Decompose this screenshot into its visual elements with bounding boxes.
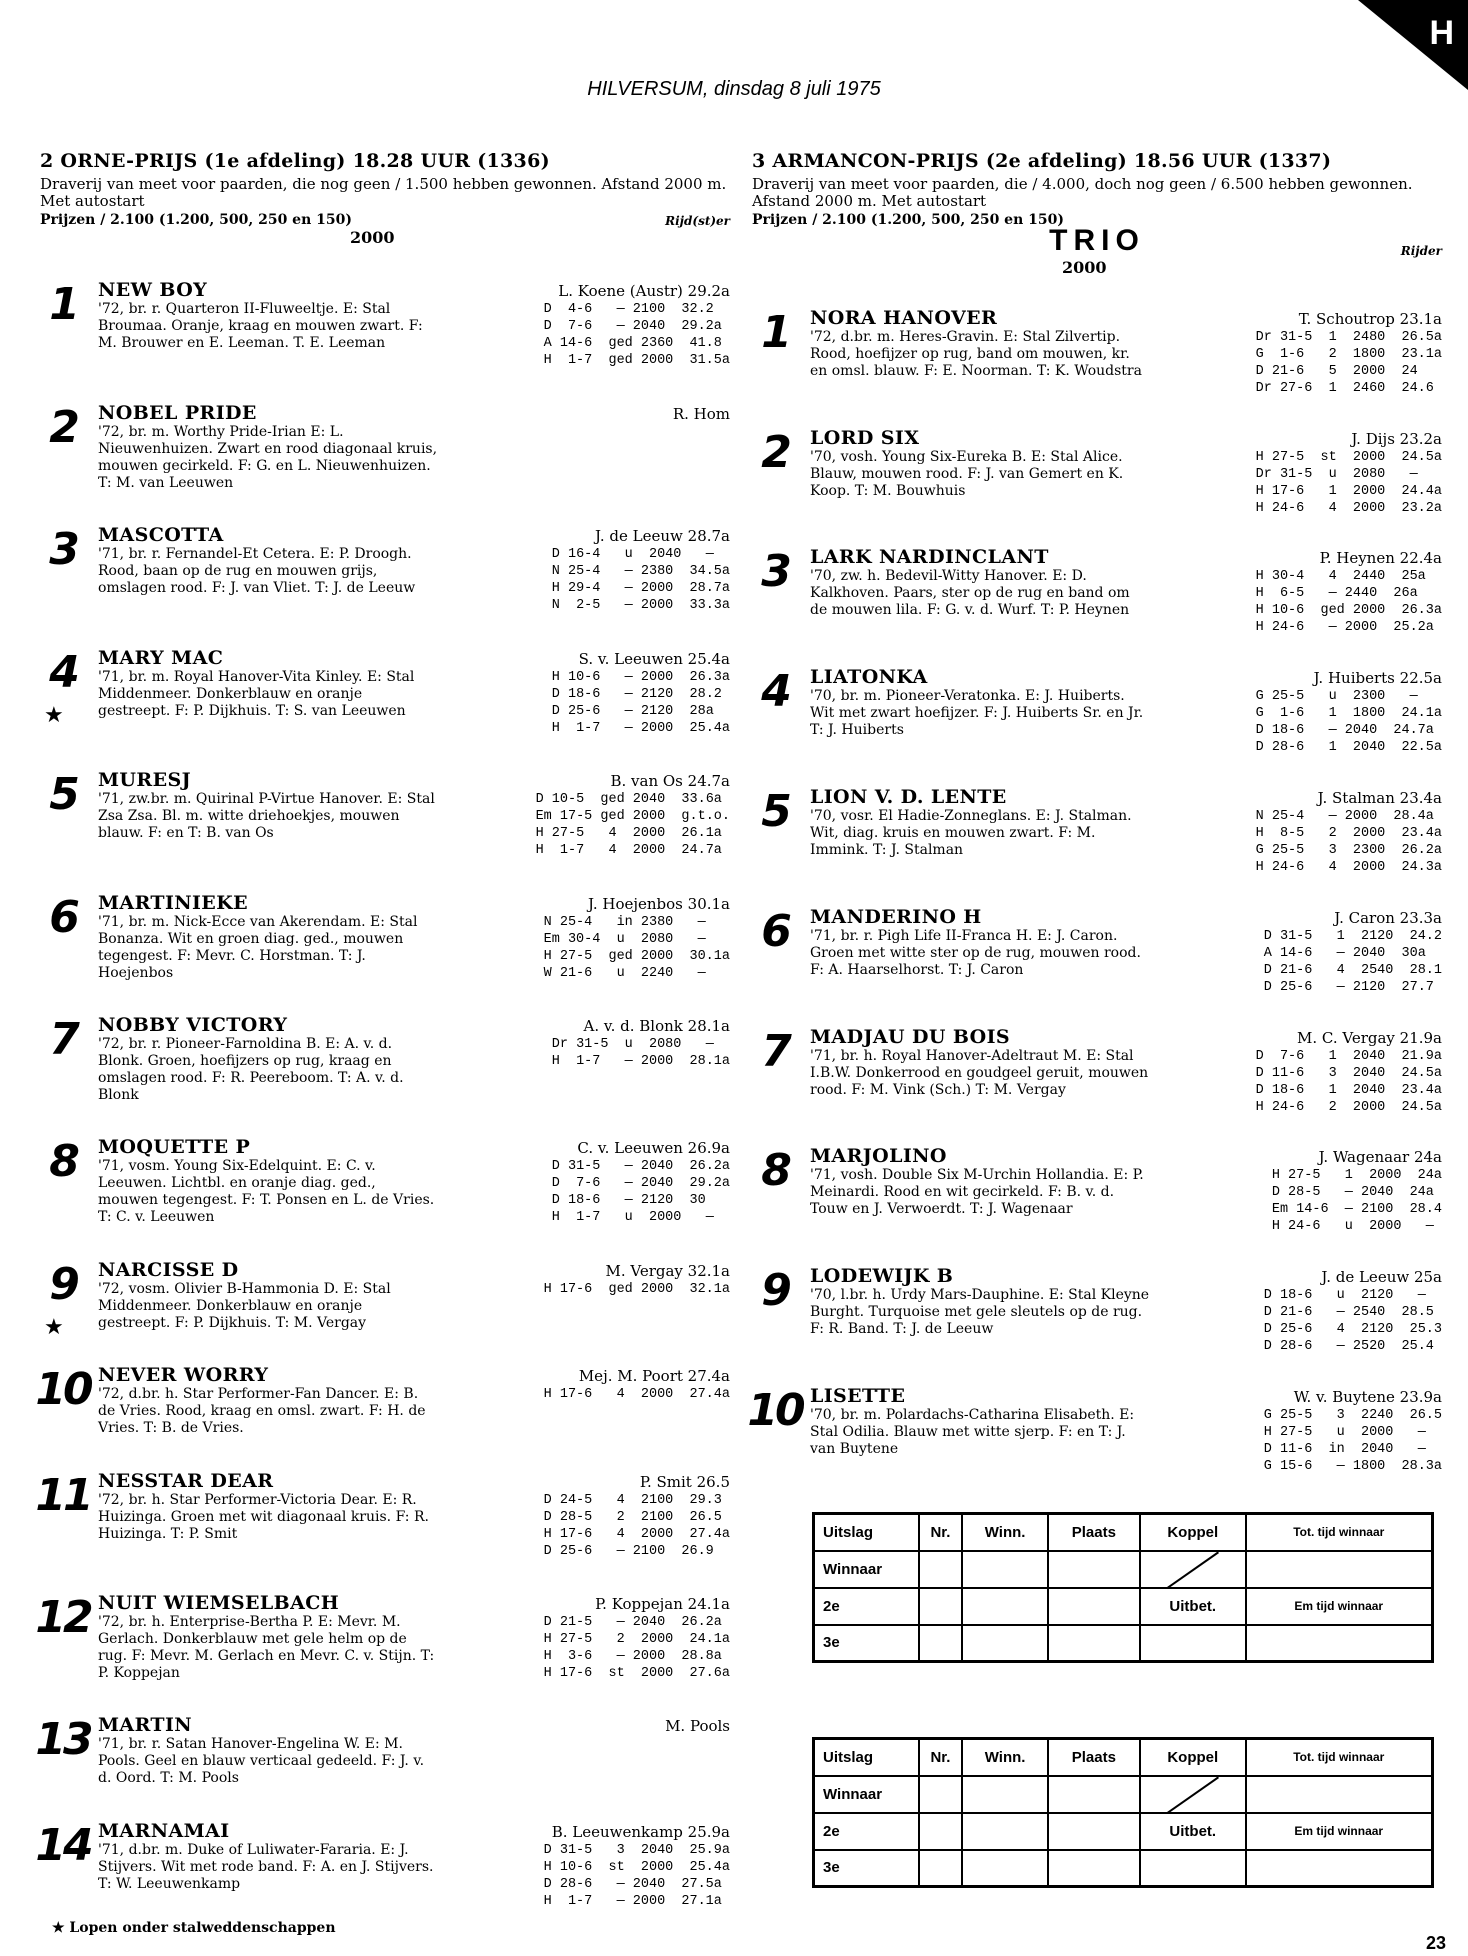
header-uitslag: Uitslag [814, 1739, 919, 1776]
horse-description: '70, br. m. Polardachs-Catharina Elisabeth. E: Stal Odilia. Blauw met witte sjerp. F: en T: J. van Buytene [810, 1406, 1135, 1457]
entry-body [98, 1614, 730, 1682]
entry-body [810, 1048, 1442, 1116]
header-uitslag: Uitslag [814, 1514, 919, 1551]
start-number: 7 [761, 1025, 789, 1077]
entry-head [98, 647, 730, 669]
entry-head [98, 892, 730, 914]
horse-entry [752, 906, 1442, 996]
rider-name: S. v. Leeuwen 25.4a [578, 649, 730, 668]
horse-description: '71, zw.br. m. Quirinal P-Virtue Hanover. E: Stal Zsa Zsa. Bl. m. witte driehoekjes, mouwen blauw. F: en T: B. van Os [98, 791, 435, 842]
start-number: 14 [35, 1819, 91, 1871]
start-number: 1 [49, 279, 77, 331]
performance-lines: D 7-6 1 2040 21.9a D 11-6 3 2040 24.5a D 18-6 1 2040 23.4a H 24-6 2 2000 24.5a [1255, 1048, 1442, 1115]
horse-name: NEW BOY [98, 279, 208, 302]
uitbet-label: Uitbet. [1140, 1588, 1246, 1625]
horse-name: MARJOLINO [810, 1145, 947, 1168]
performance-lines: D 31-5 1 2120 24.2 A 14-6 — 2040 30a D 21-6 4 2540 28.1 D 25-6 — 2120 27.7 [1263, 928, 1442, 995]
performance-lines: D 24-5 4 2100 29.3 D 28-5 2 2100 26.5 H 17-6 4 2000 27.4a D 25-6 — 2100 26.9 [543, 1492, 730, 1559]
footnote: ★ Lopen onder stalweddenschappen [52, 1920, 336, 1936]
rider-name: W. v. Buytene 23.9a [1293, 1387, 1442, 1406]
horse-entry [40, 1136, 730, 1226]
rider-name: J. de Leeuw 25a [1321, 1268, 1442, 1287]
row-label-winnaar: Winnaar [814, 1551, 919, 1588]
start-number: 9 [49, 1258, 77, 1310]
horse-entry [752, 307, 1442, 397]
header-plaats: Plaats [1048, 1514, 1140, 1551]
rider-name: J. Hoejenbos 30.1a [587, 894, 730, 913]
entry-body [98, 1492, 730, 1560]
entry-body [98, 669, 730, 737]
entry-body [98, 1281, 730, 1332]
start-number: 3 [761, 546, 789, 598]
horse-entry [35, 1469, 730, 1560]
horse-entry [752, 1265, 1442, 1355]
performance-lines: D 4-6 — 2100 32.2 D 7-6 — 2040 29.2a A 14-6 ged 2360 41.8 H 1-7 ged 2000 31.5a [543, 302, 730, 369]
horse-entry [752, 1145, 1442, 1235]
header-tot-tijd: Tot. tijd winnaar [1246, 1739, 1433, 1776]
entry-body [810, 808, 1442, 876]
row-label-2e: 2e [814, 1588, 919, 1625]
cell [919, 1776, 963, 1813]
entry-body [98, 1386, 730, 1437]
horse-entry [35, 1714, 730, 1787]
koppel-slash-cell [1140, 1776, 1246, 1813]
horse-description: '71, br. h. Royal Hanover-Adeltraut M. E: Stal I.B.W. Donkerrood en goudgeel geruit, mouwen rood. F: M. Vink (Sch.) T: M. Vergay [810, 1047, 1149, 1098]
race-title: 3 ARMANCON-PRIJS (2e afdeling) 18.56 UUR (1337) [752, 150, 1332, 172]
horse-description: '72, d.br. h. Star Performer-Fan Dancer. E: B. de Vries. Rood, kraag en omsl. zwart. F: H. de Vries. T: B. de Vries. [98, 1386, 426, 1437]
horse-entry [752, 1026, 1442, 1116]
entry-head [810, 1265, 1442, 1287]
entry-body [98, 1036, 730, 1104]
entry-body [810, 1287, 1442, 1355]
cell [919, 1813, 963, 1850]
race-prizes: Prijzen / 2.100 (1.200, 500, 250 en 150) [40, 212, 352, 228]
rider-name: M. C. Vergay 21.9a [1296, 1028, 1442, 1047]
horse-name: LORD SIX [810, 426, 920, 449]
entry-head [98, 1592, 730, 1614]
rider-name: J. Caron 23.3a [1334, 908, 1442, 927]
horse-entry [40, 524, 730, 614]
performance-lines: H 30-4 4 2440 25a H 6-5 — 2440 26a H 10-6 ged 2000 26.3a H 24-6 — 2000 25.2a [1255, 569, 1442, 636]
entry-head [98, 1470, 730, 1492]
horse-name: LIATONKA [810, 666, 928, 689]
header-tot-tijd: Tot. tijd winnaar [1246, 1514, 1433, 1551]
start-number: 8 [761, 1145, 789, 1197]
rider-name: B. van Os 24.7a [610, 772, 730, 791]
horse-name: NUIT WIEMSELBACH [98, 1592, 340, 1615]
horse-name: MADJAU DU BOIS [810, 1025, 1010, 1048]
horse-entry [35, 1364, 730, 1437]
rider-column-header: Rijd(st)er [665, 214, 730, 228]
horse-entry [40, 892, 730, 982]
entry-head [98, 1136, 730, 1158]
horse-entry [35, 1592, 730, 1682]
header-koppel: Koppel [1140, 1514, 1246, 1551]
rider-name: P. Heynen 22.4a [1319, 549, 1442, 568]
header-koppel: Koppel [1140, 1739, 1246, 1776]
performance-lines: G 25-5 3 2240 26.5 H 27-5 u 2000 — D 11-6 in 2040 — G 15-6 — 1800 28.3a [1263, 1407, 1442, 1474]
performance-lines: D 16-4 u 2040 — N 25-4 — 2380 34.5a H 29-4 — 2000 28.7a N 2-5 — 2000 33.3a [551, 547, 730, 614]
entry-list [747, 306, 1442, 1475]
horse-entry [40, 769, 730, 859]
horse-entry [40, 1258, 730, 1340]
koppel-slash-cell [1140, 1551, 1246, 1588]
rider-name: J. Dijs 23.2a [1351, 429, 1442, 448]
entry-head [810, 1385, 1442, 1407]
performance-lines: D 31-5 3 2040 25.9a H 10-6 st 2000 25.4a D 28-6 — 2040 27.5a H 1-7 — 2000 27.1a [543, 1842, 730, 1909]
cell [962, 1625, 1047, 1662]
row-label-2e: 2e [814, 1813, 919, 1850]
horse-description: '71, vosh. Double Six M-Urchin Hollandia. E: P. Meinardi. Rood en wit gecirkeld. F: B. v. d. Touw en J. Verwoerdt. T: J. Wagenaar [810, 1167, 1144, 1218]
performance-lines: N 25-4 — 2000 28.4a H 8-5 2 2000 23.4a G 25-5 3 2300 26.2a H 24-6 4 2000 24.3a [1255, 808, 1442, 875]
horse-name: LISETTE [810, 1384, 906, 1407]
cell [919, 1551, 963, 1588]
horse-description: '72, br. h. Star Performer-Victoria Dear. E: R. Huizinga. Groen met wit diagonaal kruis. F: R. Huizinga. T: P. Smit [98, 1491, 429, 1542]
performance-lines: H 10-6 — 2000 26.3a D 18-6 — 2120 28.2 D 25-6 — 2120 28a H 1-7 — 2000 25.4a [551, 669, 730, 736]
horse-name: MARY MAC [98, 646, 224, 669]
horse-entry [752, 546, 1442, 636]
start-number: 4 [761, 666, 789, 718]
horse-description: '71, br. r. Satan Hanover-Engelina W. E: M. Pools. Geel en blauw verticaal gedeeld. F: J. v. d. Oord. T: M. Pools [98, 1736, 425, 1787]
entry-head [98, 1014, 730, 1036]
cell [1246, 1776, 1433, 1813]
entry-body [810, 928, 1442, 996]
rider-name: M. Pools [665, 1717, 730, 1736]
page-number: 23 [1425, 1933, 1446, 1953]
race-column-right [747, 150, 1442, 1475]
horse-description: '72, br. h. Enterprise-Bertha P. E: Mevr. M. Gerlach. Donkerblauw met gele helm op de rug. F: Mevr. M. Gerlach en Mevr. C. v. Stijn. T: P. Koppejan [98, 1614, 435, 1682]
entry-body [98, 791, 730, 859]
entry-head [810, 666, 1442, 688]
horse-name: MARTINIEKE [98, 891, 248, 914]
entry-body [98, 1736, 730, 1787]
start-number: 8 [49, 1136, 77, 1188]
entry-list [35, 279, 730, 1909]
rider-name: M. Vergay 32.1a [605, 1261, 730, 1280]
entry-body [810, 568, 1442, 636]
horse-entry [747, 1384, 1442, 1475]
entry-body [810, 449, 1442, 517]
rider-name: C. v. Leeuwen 26.9a [577, 1139, 730, 1158]
start-number: 7 [49, 1013, 77, 1065]
cell [1048, 1850, 1140, 1887]
entry-body [98, 1158, 730, 1226]
horse-description: '70, l.br. h. Urdy Mars-Dauphine. E: Stal Kleyne Burght. Turquoise met gele sleutels op de rug. F: R. Band. T: J. de Leeuw [810, 1287, 1150, 1338]
start-number: 13 [35, 1714, 91, 1766]
cell [1048, 1813, 1140, 1850]
header-nr: Nr. [919, 1514, 963, 1551]
start-number: 1 [761, 306, 789, 358]
em-tijd-label: Em tijd winnaar [1246, 1588, 1433, 1625]
start-number: 3 [49, 524, 77, 576]
horse-name: MOQUETTE P [98, 1136, 251, 1159]
rider-name: J. Wagenaar 24a [1318, 1148, 1442, 1167]
start-number: 5 [49, 769, 77, 821]
horse-description: '72, br. r. Pioneer-Farnoldina B. E: A. v. d. Blonk. Groen, hoefijzers op rug, kraag en omslagen rood. F: R. Peereboom. T: A. v. d. Blonk [98, 1035, 404, 1103]
horse-entry [40, 647, 730, 737]
start-number: 12 [35, 1592, 91, 1644]
header-winn: Winn. [962, 1514, 1047, 1551]
rider-column-header: Rijder [1400, 244, 1442, 258]
horse-name: LODEWIJK B [810, 1265, 954, 1288]
cell [962, 1551, 1047, 1588]
cell [1048, 1551, 1140, 1588]
start-number: 5 [761, 785, 789, 837]
cell [1048, 1776, 1140, 1813]
horse-description: '70, br. m. Pioneer-Veratonka. E: J. Huiberts. Wit met zwart hoefijzer. F: J. Huiberts Sr. en Jr. T: J. Huiberts [810, 688, 1144, 739]
entry-body [98, 424, 730, 492]
cell [1246, 1625, 1433, 1662]
horse-entry [752, 427, 1442, 517]
horse-description: '70, vosr. El Hadie-Zonneglans. E: J. Stalman. Wit, diag. kruis en mouwen zwart. F: M. Immink. T: J. Stalman [810, 807, 1132, 858]
cell [962, 1776, 1047, 1813]
uitbet-label: Uitbet. [1140, 1813, 1246, 1850]
entry-body [98, 546, 730, 614]
race-column-left [35, 150, 730, 1910]
rider-name: P. Koppejan 24.1a [595, 1595, 730, 1614]
horse-entry [752, 666, 1442, 756]
entry-body [98, 1842, 730, 1910]
entry-body [98, 301, 730, 369]
rider-name: J. Stalman 23.4a [1317, 788, 1442, 807]
em-tijd-label: Em tijd winnaar [1246, 1813, 1433, 1850]
horse-description: '71, d.br. m. Duke of Luliwater-Fararia. E: J. Stijvers. Wit met rode band. F: A. en J. Stijvers. T: W. Leeuwenkamp [98, 1841, 434, 1892]
performance-lines: D 31-5 — 2040 26.2a D 7-6 — 2040 29.2a D 18-6 — 2120 30 H 1-7 u 2000 — [551, 1159, 730, 1226]
rider-name: B. Leeuwenkamp 25.9a [551, 1822, 730, 1841]
horse-name: NARCISSE D [98, 1258, 239, 1281]
start-number: 11 [35, 1469, 91, 1521]
entry-head [810, 307, 1442, 329]
performance-lines: D 10-5 ged 2040 33.6a Em 17-5 ged 2000 g.t.o. H 27-5 4 2000 26.1a H 1-7 4 2000 24.7a [535, 792, 730, 859]
rider-name: P. Smit 26.5 [639, 1472, 730, 1491]
performance-lines: H 17-6 ged 2000 32.1a [543, 1281, 730, 1297]
entry-head [98, 524, 730, 546]
trio-label: TRIO [1049, 224, 1145, 257]
horse-name: LION V. D. LENTE [810, 785, 1007, 808]
performance-lines: H 27-5 st 2000 24.5a Dr 31-5 u 2080 — H 17-6 1 2000 24.4a H 24-6 4 2000 23.2a [1255, 449, 1442, 516]
race-description: Draverij van meet voor paarden, die / 4.000, doch nog geen / 6.500 hebben gewonnen. Afstand 2000 m. Met autostart [752, 175, 1413, 210]
horse-description: '71, br. m. Royal Hanover-Vita Kinley. E: Stal Middenmeer. Donkerblauw en oranje gestreept. F: P. Dijkhuis. T: S. van Leeuwen [98, 668, 415, 719]
horse-description: '72, d.br. m. Heres-Gravin. E: Stal Zilvertip. Rood, hoefijzer op rug, band om mouwen, kr. en omsl. blauw. F: E. Noorman. T: K. Woudstra [810, 328, 1142, 379]
horse-name: LARK NARDINCLANT [810, 546, 1049, 569]
result-table-1 [812, 1512, 1434, 1663]
cell [1246, 1850, 1433, 1887]
entry-head [810, 906, 1442, 928]
performance-lines: H 17-6 4 2000 27.4a [543, 1387, 730, 1403]
entry-body [810, 1407, 1442, 1475]
section-letter: H [1429, 14, 1454, 52]
cell [962, 1850, 1047, 1887]
performance-lines: H 27-5 1 2000 24a D 28-5 — 2040 24a Em 14-6 — 2100 28.4 H 24-6 u 2000 — [1271, 1168, 1442, 1235]
row-label-3e: 3e [814, 1625, 919, 1662]
performance-lines: N 25-4 in 2380 — Em 30-4 u 2080 — H 27-5 ged 2000 30.1a W 21-6 u 2240 — [543, 914, 730, 981]
entry-head [98, 1259, 730, 1281]
performance-lines: G 25-5 u 2300 — G 1-6 1 1800 24.1a D 18-6 — 2040 24.7a D 28-6 1 2040 22.5a [1255, 689, 1442, 756]
horse-description: '72, vosm. Olivier B-Hammonia D. E: Stal Middenmeer. Donkerblauw en oranje gestreept. F: P. Dijkhuis. T: M. Vergay [98, 1280, 391, 1331]
entry-head [98, 1714, 730, 1736]
horse-name: MARTIN [98, 1714, 193, 1737]
entry-head [810, 1026, 1442, 1048]
cell [962, 1588, 1047, 1625]
horse-entry [40, 279, 730, 369]
entry-head [810, 427, 1442, 449]
rider-name: R. Hom [672, 404, 730, 423]
cell [1246, 1551, 1433, 1588]
entry-head [810, 546, 1442, 568]
rider-name: J. Huiberts 22.5a [1313, 669, 1442, 688]
page-header: HILVERSUM, dinsdag 8 juli 1975 [587, 78, 881, 100]
cell [1048, 1625, 1140, 1662]
rider-name: L. Koene (Austr) 29.2a [558, 282, 730, 301]
performance-lines: D 21-5 — 2040 26.2a H 27-5 2 2000 24.1a H 3-6 — 2000 28.8a H 17-6 st 2000 27.6a [543, 1615, 730, 1682]
race-description: Draverij van meet voor paarden, die nog geen / 1.500 hebben gewonnen. Afstand 2000 m. Met autostart [40, 175, 727, 210]
header-nr: Nr. [919, 1739, 963, 1776]
cell [919, 1588, 963, 1625]
cell [1140, 1625, 1246, 1662]
header-plaats: Plaats [1048, 1739, 1140, 1776]
race-title: 2 ORNE-PRIJS (1e afdeling) 18.28 UUR (1336) [40, 150, 550, 172]
rider-name: T. Schoutrop 23.1a [1298, 309, 1442, 328]
entry-head [810, 786, 1442, 808]
horse-name: MASCOTTA [98, 524, 224, 547]
cell [919, 1850, 963, 1887]
distance-header: 2000 [1062, 258, 1107, 277]
entry-head [98, 279, 730, 301]
horse-name: MARNAMAI [98, 1819, 230, 1842]
performance-lines: Dr 31-5 u 2080 — H 1-7 — 2000 28.1a [551, 1036, 730, 1069]
entry-body [810, 329, 1442, 397]
horse-entry [752, 786, 1442, 876]
star-icon: ★ [44, 1314, 64, 1340]
entry-head [810, 1145, 1442, 1167]
entry-body [98, 914, 730, 982]
cell [1048, 1588, 1140, 1625]
entry-head [98, 1820, 730, 1842]
horse-description: '70, zw. h. Bedevil-Witty Hanover. E: D. Kalkhoven. Paars, ster op de rug en band om de mouwen lila. F: G. v. d. Wurf. T: P. Heynen [810, 568, 1130, 619]
rider-name: J. de Leeuw 28.7a [595, 527, 730, 546]
header-winn: Winn. [962, 1739, 1047, 1776]
start-number: 2 [761, 426, 789, 478]
start-number: 2 [49, 401, 77, 453]
cell [962, 1813, 1047, 1850]
start-number: 6 [49, 891, 77, 943]
performance-lines: Dr 31-5 1 2480 26.5a G 1-6 2 1800 23.1a D 21-6 5 2000 24 Dr 27-6 1 2460 24.6 [1255, 329, 1442, 396]
horse-description: '71, vosm. Young Six-Edelquint. E: C. v. Leeuwen. Lichtbl. en oranje diag. ged., mouwen tegengest. F: T. Ponsen en L. de Vries. T: C. v. Leeuwen [98, 1158, 435, 1226]
start-number: 6 [761, 905, 789, 957]
entry-body [810, 1167, 1442, 1235]
horse-entry [40, 1014, 730, 1104]
star-icon: ★ [44, 702, 64, 728]
horse-name: NOBEL PRIDE [98, 401, 257, 424]
row-label-winnaar: Winnaar [814, 1776, 919, 1813]
horse-description: '72, br. r. Quarteron II-Fluweeltje. E: Stal Broumaa. Oranje, kraag en mouwen zwart. F: M. Brouwer en E. Leeman. T. E. Leeman [98, 301, 423, 352]
start-number: 4 [49, 646, 77, 698]
entry-head [98, 1364, 730, 1386]
performance-lines: D 18-6 u 2120 — D 21-6 — 2540 28.5 D 25-6 4 2120 25.3 D 28-6 — 2520 25.4 [1263, 1288, 1442, 1355]
rider-name: Mej. M. Poort 27.4a [578, 1367, 730, 1386]
cell [1140, 1850, 1246, 1887]
horse-description: '71, br. r. Pigh Life II-Franca H. E: J. Caron. Groen met witte ster op de rug, mouwen rood. F: A. Haarselhorst. T: J. Caron [810, 927, 1141, 978]
entry-body [810, 688, 1442, 756]
rider-name: A. v. d. Blonk 28.1a [583, 1016, 730, 1035]
entry-head [98, 769, 730, 791]
cell [919, 1625, 963, 1662]
start-number: 10 [747, 1384, 803, 1436]
entry-head [98, 402, 730, 424]
horse-entry [40, 402, 730, 492]
horse-description: '70, vosh. Young Six-Eureka B. E: Stal Alice. Blauw, mouwen rood. F: J. van Gemert en K. Koop. T: M. Bouwhuis [810, 448, 1124, 499]
horse-name: MURESJ [98, 769, 191, 792]
horse-name: NORA HANOVER [810, 306, 998, 329]
distance-header: 2000 [350, 228, 395, 247]
horse-name: NEVER WORRY [98, 1364, 269, 1387]
horse-name: NESSTAR DEAR [98, 1469, 274, 1492]
horse-name: NOBBY VICTORY [98, 1013, 288, 1036]
row-label-3e: 3e [814, 1850, 919, 1887]
horse-description: '71, br. r. Fernandel-Et Cetera. E: P. Droogh. Rood, baan op de rug en mouwen grijs, omslagen rood. F: J. van Vliet. T: J. de Leeuw [98, 546, 416, 597]
horse-entry [35, 1819, 730, 1910]
horse-description: '71, br. m. Nick-Ecce van Akerendam. E: Stal Bonanza. Wit en groen diag. ged., mouwen tegengest. F: Mevr. C. Horstman. T: J. Hoejenbos [98, 913, 418, 981]
horse-name: MANDERINO H [810, 905, 982, 928]
race-prizes: Prijzen / 2.100 (1.200, 500, 250 en 150) [752, 212, 1064, 228]
start-number: 9 [761, 1265, 789, 1317]
horse-description: '72, br. m. Worthy Pride-Irian E: L. Nieuwenhuizen. Zwart en rood diagonaal kruis, mouwen gecirkeld. F: G. en L. Nieuwenhuizen. T: M. van Leeuwen [98, 423, 438, 491]
result-table-2 [812, 1737, 1434, 1888]
start-number: 10 [35, 1364, 91, 1416]
